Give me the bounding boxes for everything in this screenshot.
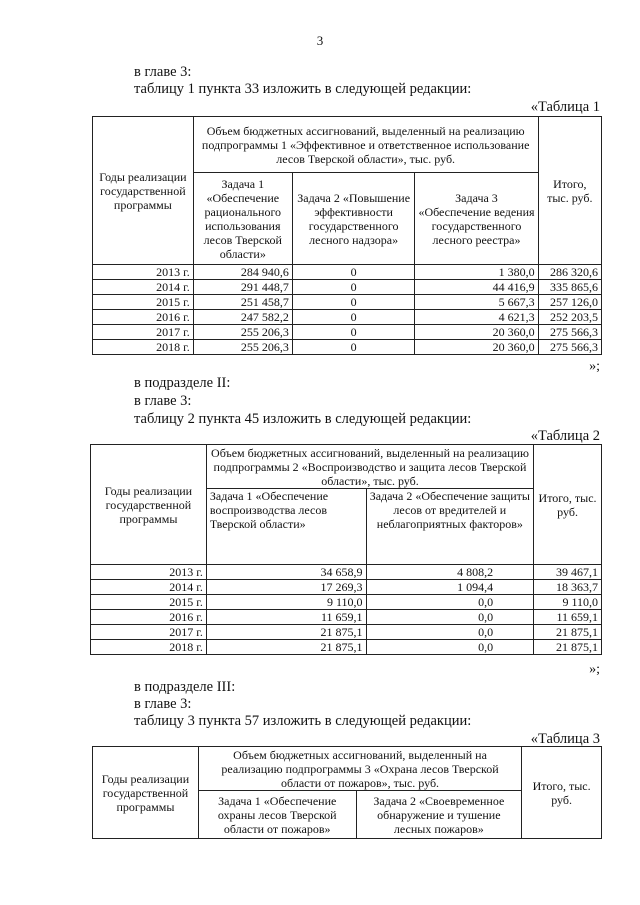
table2-col-group: Объем бюджетных ассигнований, выделенный на реализацию подпрограммы 2 «Воспроизводство и защита лесов Тверской области», тыс. руб. [206, 445, 533, 489]
intro3-line3: таблицу 3 пункта 57 изложить в следующей редакции: [134, 713, 472, 729]
table2-end: »; [589, 662, 600, 677]
intro3-line1: в подразделе III: [134, 679, 236, 695]
table-row: 2017 г. 255 206,3 0 20 360,0 275 566,3 [93, 325, 602, 340]
table3 [92, 746, 602, 839]
table3-col-total: Итого, тыс. руб. [522, 747, 602, 839]
table2-col-years: Годы реализации государственной программы [91, 445, 207, 565]
table3-col-task1: Задача 1 «Обеспечение охраны лесов Тверской области от пожаров» [198, 791, 356, 839]
table-row: 2017 г. 21 875,1 0,0 21 875,1 [91, 625, 602, 640]
table1-col-task2: Задача 2 «Повышение эффективности государственного лесного надзора» [292, 173, 415, 265]
table1-label: «Таблица 1 [530, 99, 600, 115]
table1-end: »; [589, 359, 600, 374]
table1-col-total: Итого, тыс. руб. [538, 117, 601, 265]
table3-col-group: Объем бюджетных ассигнований, выделенный на реализацию подпрограммы 3 «Охрана лесов Тверской области от пожаров», тыс. руб. [198, 747, 521, 791]
table-row: 2016 г. 247 582,2 0 4 621,3 252 203,5 [93, 310, 602, 325]
intro1-line2: таблицу 1 пункта 33 изложить в следующей редакции: [134, 81, 472, 97]
table-row: 2015 г. 251 458,7 0 5 667,3 257 126,0 [93, 295, 602, 310]
intro2-line3: таблицу 2 пункта 45 изложить в следующей редакции: [134, 411, 472, 427]
table-row: 2014 г. 291 448,7 0 44 416,9 335 865,6 [93, 280, 602, 295]
table2-label: «Таблица 2 [530, 428, 600, 444]
table2-col-task1: Задача 1 «Обеспечение воспроизводства лесов Тверской области» [206, 489, 366, 565]
table-row: 2018 г. 21 875,1 0,0 21 875,1 [91, 640, 602, 655]
table2-col-task2: Задача 2 «Обеспечение защиты лесов от вредителей и неблагоприятных факторов» [366, 489, 534, 565]
table3-col-task2: Задача 2 «Своевременное обнаружение и тушение лесных пожаров» [356, 791, 522, 839]
table-row: 2016 г. 11 659,1 0,0 11 659,1 [91, 610, 602, 625]
table3-label: «Таблица 3 [530, 731, 600, 747]
table1-col-group: Объем бюджетных ассигнований, выделенный на реализацию подпрограммы 1 «Эффективное и ответственное использование лесов Тверской области», тыс. руб. [193, 117, 538, 173]
table2 [90, 444, 602, 655]
table3-col-years: Годы реализации государственной программы [93, 747, 199, 839]
table1-col-years: Годы реализации государственной программы [93, 117, 194, 265]
table-row: 2015 г. 9 110,0 0,0 9 110,0 [91, 595, 602, 610]
table-row: 2014 г. 17 269,3 1 094,4 18 363,7 [91, 580, 602, 595]
table-row: 2013 г. 34 658,9 4 808,2 39 467,1 [91, 565, 602, 580]
table-row: 2013 г. 284 940,6 0 1 380,0 286 320,6 [93, 265, 602, 280]
table1 [92, 116, 602, 355]
intro2-line1: в подразделе II: [134, 375, 231, 391]
table1-col-task1: Задача 1 «Обеспечение рационального использования лесов Тверской области» [193, 173, 292, 265]
intro3-line2: в главе 3: [134, 696, 192, 712]
page-number: 3 [316, 33, 324, 48]
table1-col-task3: Задача 3 «Обеспечение ведения государственного лесного реестра» [415, 173, 538, 265]
intro1-line1: в главе 3: [134, 64, 192, 80]
intro2-line2: в главе 3: [134, 393, 192, 409]
table-row: 2018 г. 255 206,3 0 20 360,0 275 566,3 [93, 340, 602, 355]
table2-col-total: Итого, тыс. руб. [534, 445, 602, 565]
